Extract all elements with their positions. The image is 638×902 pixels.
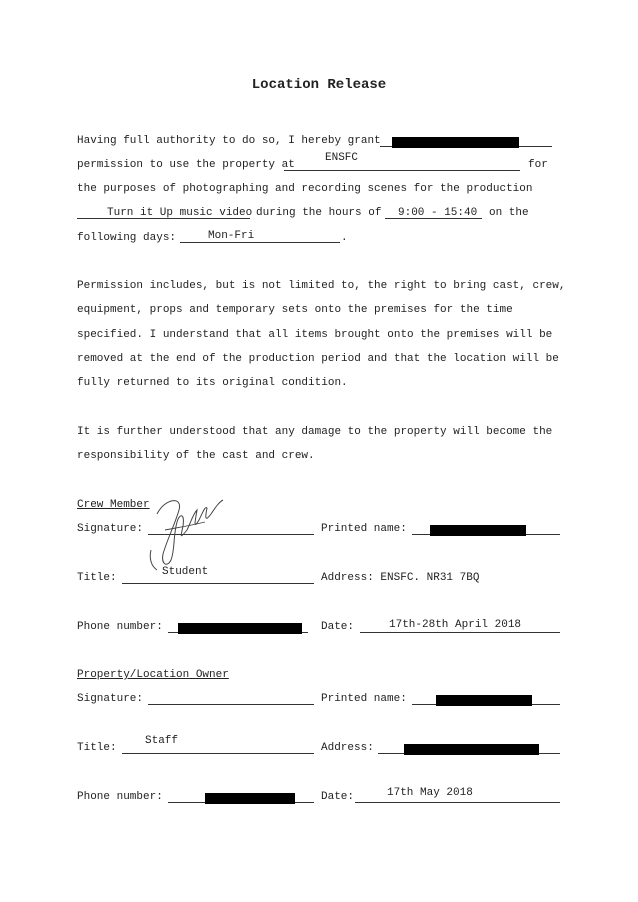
production-value: Turn it Up music video: [107, 207, 253, 219]
damage-line-2: responsibility of the cast and crew.: [77, 450, 315, 462]
crew-date-label: Date:: [321, 621, 355, 633]
permission-line-3: specified. I understand that all items brought onto the premises will be: [77, 329, 553, 341]
property-text-end: for: [528, 159, 548, 171]
crew-date-value: 17th-28th April 2018: [389, 619, 522, 631]
owner-title-value: Staff: [145, 735, 179, 747]
days-value: Mon-Fri: [208, 230, 255, 242]
damage-line-1: It is further understood that any damage to the property will become the: [77, 426, 553, 438]
owner-signature-field[interactable]: [148, 704, 314, 705]
permission-line-2: equipment, props and temporary sets onto the premises for the time: [77, 304, 513, 316]
owner-heading: Property/Location Owner: [77, 669, 229, 681]
owner-title-label: Title:: [77, 742, 117, 754]
owner-address-label: Address:: [321, 742, 374, 754]
property-text: permission to use the property at: [77, 159, 295, 171]
crew-address-label: Address: ENSFC. NR31 7BQ: [321, 572, 480, 584]
permission-line-5: fully returned to its original condition.: [77, 377, 348, 389]
crew-member-heading: Crew Member: [77, 499, 150, 511]
owner-printed-name-redaction: [436, 695, 532, 706]
crew-phone-label: Phone number:: [77, 621, 163, 633]
crew-printed-name-label: Printed name:: [321, 523, 407, 535]
crew-title-value: Student: [162, 566, 209, 578]
hours-value: 9:00 - 15:40: [398, 207, 478, 219]
crew-title-field[interactable]: [122, 583, 314, 584]
grantee-redaction: [392, 137, 519, 148]
days-period: .: [341, 232, 348, 244]
hours-text: during the hours of: [256, 207, 382, 219]
crew-signature-label: Signature:: [77, 523, 144, 535]
property-value: ENSFC: [325, 152, 359, 164]
crew-signature-scribble: [145, 492, 235, 574]
crew-printed-name-redaction: [430, 525, 526, 536]
owner-address-redaction: [404, 744, 539, 755]
document-title: Location Release: [251, 77, 387, 93]
hours-text-end: on the: [489, 207, 529, 219]
property-field[interactable]: [284, 170, 520, 171]
crew-title-label: Title:: [77, 572, 117, 584]
owner-phone-redaction: [205, 793, 295, 804]
owner-phone-label: Phone number:: [77, 791, 163, 803]
days-field[interactable]: [180, 242, 340, 243]
purpose-text: the purposes of photographing and recording scenes for the production: [77, 183, 533, 195]
owner-title-field[interactable]: [122, 753, 314, 754]
permission-line-1: Permission includes, but is not limited to, the right to bring cast, crew,: [77, 280, 566, 292]
crew-date-field[interactable]: [360, 632, 560, 633]
owner-date-field[interactable]: [355, 802, 560, 803]
owner-printed-name-label: Printed name:: [321, 693, 407, 705]
days-text: following days:: [77, 232, 177, 244]
owner-date-label: Date:: [321, 791, 355, 803]
grant-text: Having full authority to do so, I hereby grant: [77, 135, 381, 147]
owner-signature-label: Signature:: [77, 693, 144, 705]
permission-line-4: removed at the end of the production period and that the location will be: [77, 353, 559, 365]
owner-date-value: 17th May 2018: [387, 787, 473, 799]
crew-phone-redaction: [178, 623, 302, 634]
